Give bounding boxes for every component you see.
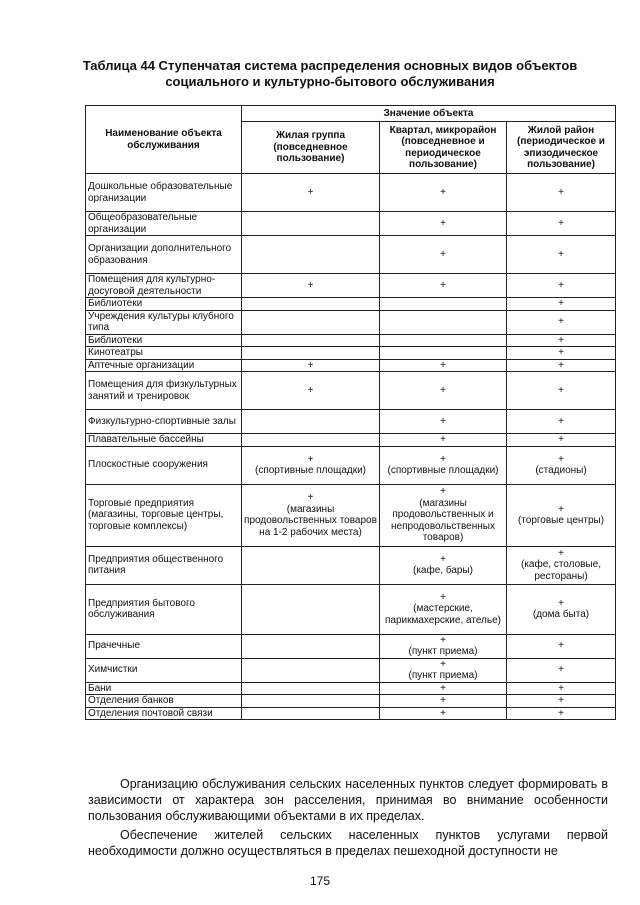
row-name: Общеобразовательные организации — [86, 212, 242, 236]
row-name: Отделения почтовой связи — [86, 707, 242, 720]
plus-mark: + — [558, 664, 564, 676]
cell-col-1 — [242, 372, 380, 410]
row-name: Библиотеки — [86, 298, 242, 311]
cell-col-2 — [380, 546, 507, 584]
plus-mark: + — [440, 695, 446, 706]
row-name: Помещения для физкультурных занятий и тренировок — [86, 372, 242, 410]
cell-col-2 — [380, 212, 507, 236]
cell-note: (торговые центры) — [517, 515, 605, 526]
table-row — [86, 434, 616, 447]
table-row — [86, 584, 616, 634]
cell-note: (магазины продовольственных товаров на 1-2 рабочих места) — [244, 503, 377, 538]
plus-mark: + — [558, 597, 564, 609]
cell-col-2 — [380, 682, 507, 695]
table-row — [86, 334, 616, 347]
plus-mark: + — [440, 591, 446, 603]
cell-col-2 — [380, 434, 507, 447]
cell-col-2 — [380, 372, 507, 410]
row-name: Дошкольные образовательные организации — [86, 174, 242, 212]
plus-mark: + — [558, 434, 564, 445]
plus-mark: + — [440, 415, 446, 427]
table-row — [86, 174, 616, 212]
row-name: Помещения для культурно-досуговой деятельности — [86, 274, 242, 298]
plus-mark: + — [558, 503, 564, 515]
plus-mark: + — [558, 682, 564, 694]
plus-mark: + — [440, 658, 446, 670]
cell-col-3 — [507, 634, 616, 658]
cell-col-2 — [380, 236, 507, 274]
cell-col-1 — [242, 174, 380, 212]
plus-mark: + — [558, 384, 564, 396]
cell-col-1 — [242, 212, 380, 236]
cell-note: (спортивные площадки) — [387, 465, 499, 476]
cell-note: (кафе, столовые, рестораны) — [521, 559, 601, 582]
cell-col-3 — [507, 334, 616, 347]
cell-col-2 — [380, 658, 507, 682]
plus-mark: + — [558, 707, 564, 719]
table-row — [86, 634, 616, 658]
plus-mark: + — [558, 248, 564, 260]
table-row — [86, 707, 616, 720]
row-name: Бани — [86, 682, 242, 695]
cell-col-3 — [507, 359, 616, 372]
cell-col-3 — [507, 236, 616, 274]
plus-mark: + — [558, 217, 564, 229]
plus-mark: + — [440, 248, 446, 260]
row-name: Плавательные бассейны — [86, 434, 242, 447]
cell-col-1 — [242, 707, 380, 720]
cell-note: (магазины продовольственных и непродовольственных товаров) — [391, 497, 495, 544]
row-name: Физкультурно-спортивные залы — [86, 410, 242, 434]
table-row — [86, 658, 616, 682]
table-row — [86, 546, 616, 584]
header-name: Наименование объекта обслуживания — [86, 106, 242, 174]
table-row — [86, 695, 616, 708]
row-name: Химчистки — [86, 658, 242, 682]
cell-col-1 — [242, 298, 380, 311]
plus-mark: + — [440, 217, 446, 229]
plus-mark: + — [440, 553, 446, 565]
cell-col-1 — [242, 695, 380, 708]
plus-mark: + — [307, 279, 314, 291]
table-row — [86, 410, 616, 434]
cell-col-1 — [242, 334, 380, 347]
cell-col-3 — [507, 695, 616, 708]
cell-col-3 — [507, 658, 616, 682]
distribution-table — [85, 105, 615, 720]
plus-mark: + — [558, 334, 564, 346]
cell-col-2 — [380, 484, 507, 546]
plus-mark: + — [440, 384, 446, 396]
plus-mark: + — [558, 347, 564, 358]
plus-mark: + — [558, 298, 564, 309]
paragraph-2: Обеспечение жителей сельских населенных пунктов услугами первой необходимости должно осуществляться в пределах пешеходной доступности не — [88, 828, 608, 858]
cell-col-2 — [380, 446, 507, 484]
cell-col-2 — [380, 347, 507, 360]
cell-col-1 — [242, 634, 380, 658]
plus-mark: + — [558, 316, 564, 328]
table-row — [86, 484, 616, 546]
plus-mark: + — [558, 453, 564, 465]
cell-col-2 — [380, 310, 507, 334]
cell-col-3 — [507, 347, 616, 360]
plus-mark: + — [558, 186, 564, 198]
table-row — [86, 236, 616, 274]
cell-col-2 — [380, 584, 507, 634]
cell-note: (стадионы) — [535, 465, 587, 476]
cell-col-2 — [380, 707, 507, 720]
cell-col-2 — [380, 410, 507, 434]
cell-note: (спортивные площадки) — [254, 465, 366, 476]
plus-mark: + — [440, 186, 446, 198]
row-name: Плоскостные сооружения — [86, 446, 242, 484]
row-name: Прачечные — [86, 634, 242, 658]
cell-col-1 — [242, 546, 380, 584]
plus-mark: + — [440, 434, 446, 445]
cell-col-1 — [242, 410, 380, 434]
cell-col-3 — [507, 584, 616, 634]
page-number: 175 — [309, 874, 331, 888]
cell-col-3 — [507, 434, 616, 447]
cell-col-1 — [242, 274, 380, 298]
plus-mark: + — [558, 547, 564, 559]
row-name: Аптечные организации — [86, 359, 242, 372]
plus-mark: + — [440, 486, 446, 498]
cell-col-1 — [242, 310, 380, 334]
cell-col-3 — [507, 546, 616, 584]
cell-col-2 — [380, 274, 507, 298]
cell-col-3 — [507, 682, 616, 695]
plus-mark: + — [440, 279, 446, 291]
row-name: Кинотеатры — [86, 347, 242, 360]
cell-col-3 — [507, 310, 616, 334]
cell-note: (дома быта) — [532, 609, 590, 620]
title-line-2: социального и культурно-бытового обслуживания — [165, 74, 495, 89]
cell-col-1 — [242, 347, 380, 360]
cell-col-1 — [242, 434, 380, 447]
header-group: Значение объекта — [242, 106, 616, 122]
cell-col-1 — [242, 484, 380, 546]
cell-col-3 — [507, 484, 616, 546]
title-line-1: Таблица 44 Ступенчатая система распределения основных видов объектов — [82, 58, 578, 73]
row-name: Торговые предприятия (магазины, торговые центры, торговые комплексы) — [86, 484, 242, 546]
plus-mark: + — [558, 279, 564, 291]
row-name: Библиотеки — [86, 334, 242, 347]
cell-col-3 — [507, 174, 616, 212]
row-name: Учреждения культуры клубного типа — [86, 310, 242, 334]
cell-note: (пункт приема) — [408, 646, 478, 657]
cell-col-1 — [242, 359, 380, 372]
table — [85, 105, 616, 720]
table-row — [86, 446, 616, 484]
plus-mark: + — [440, 359, 446, 371]
header-col-2: Квартал, микрорайон (повседневное и периодическое пользование) — [380, 122, 507, 174]
table-row — [86, 274, 616, 298]
cell-col-3 — [507, 446, 616, 484]
cell-col-2 — [380, 174, 507, 212]
cell-col-3 — [507, 410, 616, 434]
plus-mark: + — [307, 186, 314, 198]
plus-mark: + — [307, 492, 314, 503]
cell-col-1 — [242, 584, 380, 634]
cell-col-1 — [242, 658, 380, 682]
plus-mark: + — [558, 695, 564, 706]
cell-col-1 — [242, 446, 380, 484]
table-title — [60, 58, 600, 90]
cell-note: (кафе, бары) — [413, 565, 473, 576]
table-row — [86, 359, 616, 372]
cell-col-2 — [380, 634, 507, 658]
table-row — [86, 372, 616, 410]
cell-col-3 — [507, 707, 616, 720]
table-row — [86, 310, 616, 334]
cell-col-3 — [507, 372, 616, 410]
cell-col-2 — [380, 334, 507, 347]
plus-mark: + — [558, 640, 564, 652]
table-row — [86, 682, 616, 695]
table-row — [86, 347, 616, 360]
row-name: Организации дополнительного образования — [86, 236, 242, 274]
table-row — [86, 298, 616, 311]
row-name: Предприятия общественного питания — [86, 546, 242, 584]
plus-mark: + — [440, 682, 446, 694]
paragraph-1: Организацию обслуживания сельских населенных пунктов следует формировать в зависимости от характера зон расселения, принимая во внимание особенности пользования обслуживающими объектами в их пределах. — [88, 777, 608, 823]
cell-col-2 — [380, 298, 507, 311]
cell-col-3 — [507, 274, 616, 298]
plus-mark: + — [558, 415, 564, 427]
plus-mark: + — [440, 453, 446, 465]
cell-col-1 — [242, 236, 380, 274]
plus-mark: + — [558, 359, 564, 371]
plus-mark: + — [307, 453, 314, 465]
table-row — [86, 212, 616, 236]
header-col-1: Жилая группа (повседневное пользование) — [242, 122, 380, 174]
cell-note: (пункт приема) — [408, 670, 478, 681]
plus-mark: + — [440, 707, 446, 719]
cell-col-2 — [380, 695, 507, 708]
header-col-3: Жилой район (периодическое и эпизодическое пользование) — [507, 122, 616, 174]
row-name: Отделения банков — [86, 695, 242, 708]
cell-col-2 — [380, 359, 507, 372]
row-name: Предприятия бытового обслуживания — [86, 584, 242, 634]
plus-mark: + — [307, 359, 314, 371]
cell-col-1 — [242, 682, 380, 695]
cell-col-3 — [507, 212, 616, 236]
cell-note: (мастерские, парикмахерские, ателье) — [384, 603, 501, 626]
plus-mark: + — [440, 634, 446, 646]
cell-col-3 — [507, 298, 616, 311]
plus-mark: + — [307, 384, 314, 396]
